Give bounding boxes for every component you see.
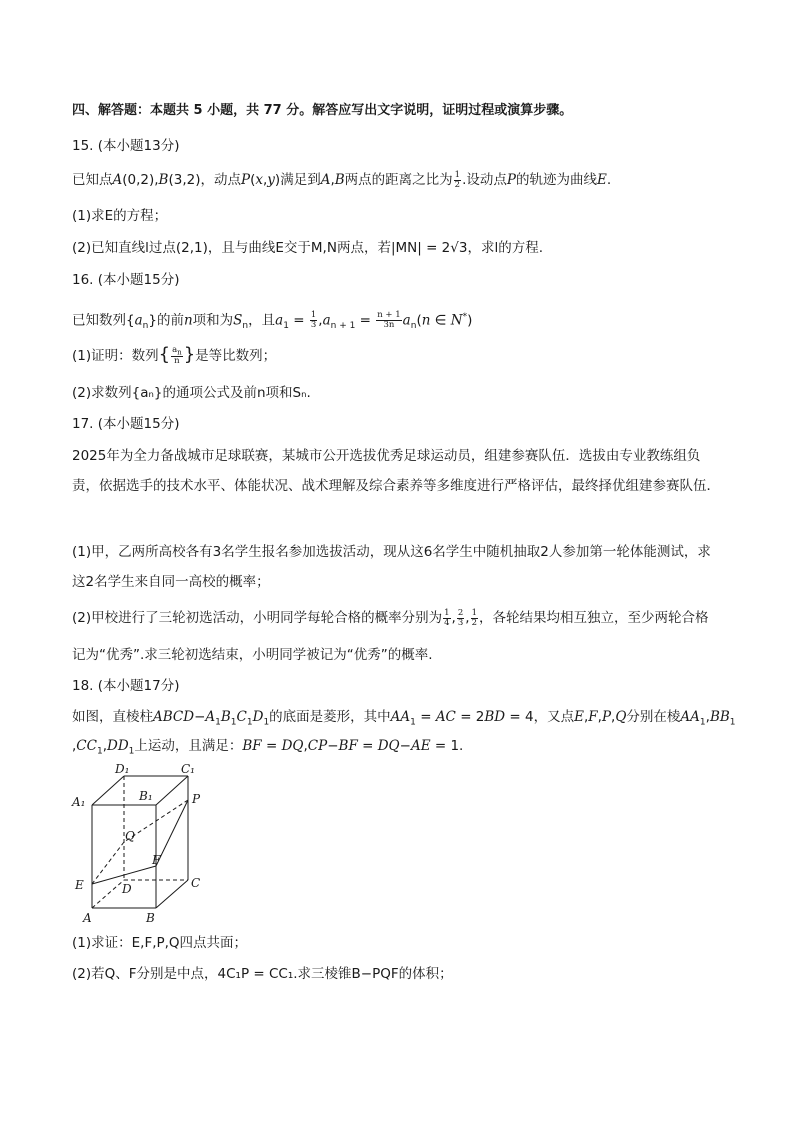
- q15-stem: 已知点A(0,2),B(3,2)，动点P(x,y)满足到A,B两点的距离之比为 $\frac{1}{2}$ .设动点P的轨迹为曲线E.: [72, 169, 612, 190]
- q16-stem: 已知数列$\{a_n\}$的前n项和为$S_n$，且$a_1$ = $\frac{1}{3}$ $,a_{n + 1}$ = $\frac{n + 1}{3n}$ $a_n(n$ ∈ N*): [72, 310, 473, 332]
- label-C: C: [191, 876, 201, 890]
- q15-part2: (2)已知直线l过点(2,1)，且与曲线E交于M,N两点，若|MN| = 2√3，求l的方程.: [72, 240, 544, 256]
- q18-stem-line1: 如图，直棱柱$ABCD-A_1B_1C_1D_1$的底面是菱形，其中$AA_1$ = AC = 2BD = 4，又点E,F,P,Q分别在棱$AA_1,BB_1$: [72, 709, 736, 728]
- q18-part1: (1)求证：E,F,P,Q四点共面；: [72, 935, 248, 951]
- section-header: 四、解答题：本题共 5 小题，共 77 分。解答应写出文字说明，证明过程或演算步骤。: [72, 103, 573, 118]
- q15-header: 15. (本小题13分): [72, 138, 180, 154]
- label-D1: D₁: [115, 762, 130, 776]
- q16-header: 16. (本小题15分): [72, 272, 180, 288]
- prism-figure: [64, 760, 224, 928]
- label-B1: B₁: [139, 789, 153, 803]
- label-F: F: [152, 853, 161, 867]
- q16-part2: (2)求数列{aₙ}的通项公式及前n项和Sₙ.: [72, 385, 311, 401]
- label-A1: A₁: [72, 795, 86, 809]
- q18-part2: (2)若Q、F分别是中点，4C₁P = CC₁.求三棱锥B−PQF的体积；: [72, 966, 453, 982]
- label-A: A: [83, 911, 92, 925]
- label-C1: C₁: [181, 762, 195, 776]
- label-Q: Q: [125, 829, 135, 843]
- q17-part1: (1)甲，乙两所高校各有3名学生报名参加选拔活动，现从这6名学生中随机抽取2人参加第一轮体能测试，求这2名学生来自同一高校的概率；: [72, 544, 711, 590]
- q17-part2-line1: (2)甲校进行了三轮初选活动，小明同学每轮合格的概率分别为 $\frac{1}{4}$ , $\frac{2}{3}$ , $\frac{1}{2}$ ，各轮结果均相互独立，至少两轮合格: [72, 607, 709, 628]
- q17-stem: 2025年为全力备战城市足球联赛，某城市公开选拔优秀足球运动员，组建参赛队伍．选拔由专业教练组负责，依据选手的技术水平、体能状况、战术理解及综合素养等多维度进行严格评估，最终择优组建参赛队伍．: [72, 448, 720, 494]
- label-E: E: [75, 878, 84, 892]
- label-B: B: [146, 911, 155, 925]
- q17-part2-line2: 记为“优秀”.求三轮初选结束，小明同学被记为“优秀”的概率.: [72, 647, 433, 663]
- q17-header: 17. (本小题15分): [72, 416, 180, 432]
- q15-part1: (1)求E的方程；: [72, 208, 168, 224]
- label-P: P: [192, 792, 201, 806]
- label-D: D: [122, 882, 132, 896]
- q16-part1: (1)证明：数列{ $\frac{a_n}{n}$ }是等比数列；: [72, 344, 277, 367]
- q18-stem-line2: $,CC_1,DD_1$上运动，且满足：BF = DQ,CP−BF = DQ−AE = 1.: [72, 738, 464, 757]
- prism-diagram: [64, 760, 224, 928]
- q18-header: 18. (本小题17分): [72, 678, 180, 694]
